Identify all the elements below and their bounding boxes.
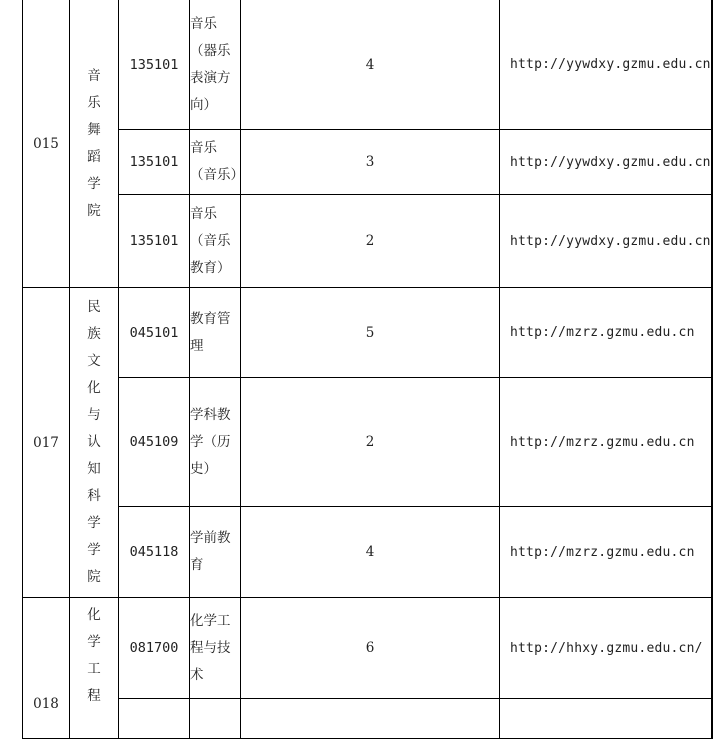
- url-cell: [500, 598, 712, 699]
- college-url: http://mzrz.gzmu.edu.cn: [510, 544, 695, 560]
- major-code-cell: [119, 699, 190, 739]
- major-code: 135101: [129, 56, 179, 73]
- major-name: 教育管理: [190, 310, 231, 354]
- count-cell: [241, 378, 500, 507]
- college-url: http://mzrz.gzmu.edu.cn: [510, 325, 695, 340]
- notes-cell: [711, 288, 712, 378]
- table-row: [23, 507, 713, 598]
- url-cell: [500, 0, 712, 130]
- notes-cell: [711, 195, 712, 288]
- major-name-cell: [190, 130, 244, 195]
- major-name: 化学工程与技术: [190, 612, 231, 683]
- count-cell: [241, 507, 500, 598]
- major-code: 081700: [129, 640, 179, 656]
- count-cell: [241, 699, 500, 739]
- count-cell: [241, 0, 500, 130]
- table-row: [23, 288, 713, 378]
- notes-cell: [711, 699, 712, 739]
- college-url: http://mzrz.gzmu.edu.cn: [510, 434, 695, 450]
- url-cell: [500, 699, 712, 739]
- count-cell: [241, 288, 500, 378]
- college-name-cell: [70, 288, 119, 598]
- admissions-table: [22, 0, 713, 739]
- enrollment-count: 4: [365, 544, 375, 560]
- table-row: [23, 0, 713, 130]
- college-name-cell: [70, 0, 119, 288]
- major-code: 135101: [129, 154, 179, 170]
- url-cell: [500, 378, 712, 507]
- college-id: 015: [33, 135, 59, 152]
- table-row: [23, 130, 713, 195]
- major-name-cell: [190, 507, 241, 598]
- url-cell: [500, 288, 712, 378]
- major-code-cell: [119, 507, 190, 598]
- college-url: http://hhxy.gzmu.edu.cn/: [510, 640, 703, 656]
- table-row: [23, 378, 713, 507]
- major-code: 135101: [129, 233, 179, 249]
- college-url: http://yywdxy.gzmu.edu.cn: [510, 154, 711, 170]
- college-name: 音乐舞蹈学院: [87, 67, 101, 219]
- college-name-cell: [70, 598, 119, 739]
- major-name-cell: [190, 288, 241, 378]
- notes-cell: [711, 130, 712, 195]
- notes-cell: [711, 507, 712, 598]
- major-name: 音乐（音乐教育）: [190, 205, 231, 276]
- enrollment-count: 5: [365, 324, 375, 341]
- notes-cell: [711, 598, 712, 699]
- table-row: [23, 699, 713, 739]
- major-code-cell: [119, 598, 190, 699]
- major-code-cell: [119, 288, 190, 378]
- enrollment-count: 2: [365, 233, 375, 249]
- major-name: 音乐（音乐）: [190, 140, 244, 183]
- major-code: 045109: [129, 434, 179, 450]
- notes-cell: [711, 0, 712, 130]
- major-code-cell: [119, 130, 190, 195]
- major-code-cell: [119, 378, 190, 507]
- major-code: 045101: [129, 324, 179, 341]
- major-name: 音乐（器乐表演方向）: [190, 15, 231, 113]
- major-name: 学前教育: [190, 530, 231, 573]
- enrollment-count: 3: [365, 154, 375, 170]
- major-code-cell: [119, 195, 190, 288]
- college-name: 民族文化与认知科学学院: [87, 299, 101, 585]
- table-row: [23, 195, 713, 288]
- major-name-cell: [190, 0, 241, 130]
- url-cell: [500, 507, 712, 598]
- college-id: 018: [33, 696, 59, 712]
- college-id-cell: [23, 288, 70, 598]
- college-name: 化学工程: [87, 607, 101, 702]
- college-url: http://yywdxy.gzmu.edu.cn: [510, 57, 711, 72]
- college-id: 017: [33, 434, 59, 451]
- college-id-cell: [23, 598, 70, 739]
- major-name-cell: [190, 598, 241, 699]
- major-code-cell: [119, 0, 190, 130]
- major-name-cell: [190, 378, 241, 507]
- enrollment-count: 2: [365, 434, 375, 450]
- count-cell: [241, 598, 500, 699]
- table-row: [23, 598, 713, 699]
- major-name: 学科教学（历史）: [190, 406, 231, 477]
- url-cell: [500, 195, 712, 288]
- count-cell: [241, 130, 500, 195]
- college-url: http://yywdxy.gzmu.edu.cn: [510, 233, 711, 249]
- url-cell: [500, 130, 712, 195]
- enrollment-count: 6: [365, 640, 375, 656]
- count-cell: [241, 195, 500, 288]
- major-name-cell: [190, 195, 241, 288]
- major-name-cell: [190, 699, 241, 739]
- major-code: 045118: [129, 544, 179, 560]
- enrollment-count: 4: [365, 56, 375, 73]
- notes-cell: [711, 378, 712, 507]
- college-id-cell: [23, 0, 70, 288]
